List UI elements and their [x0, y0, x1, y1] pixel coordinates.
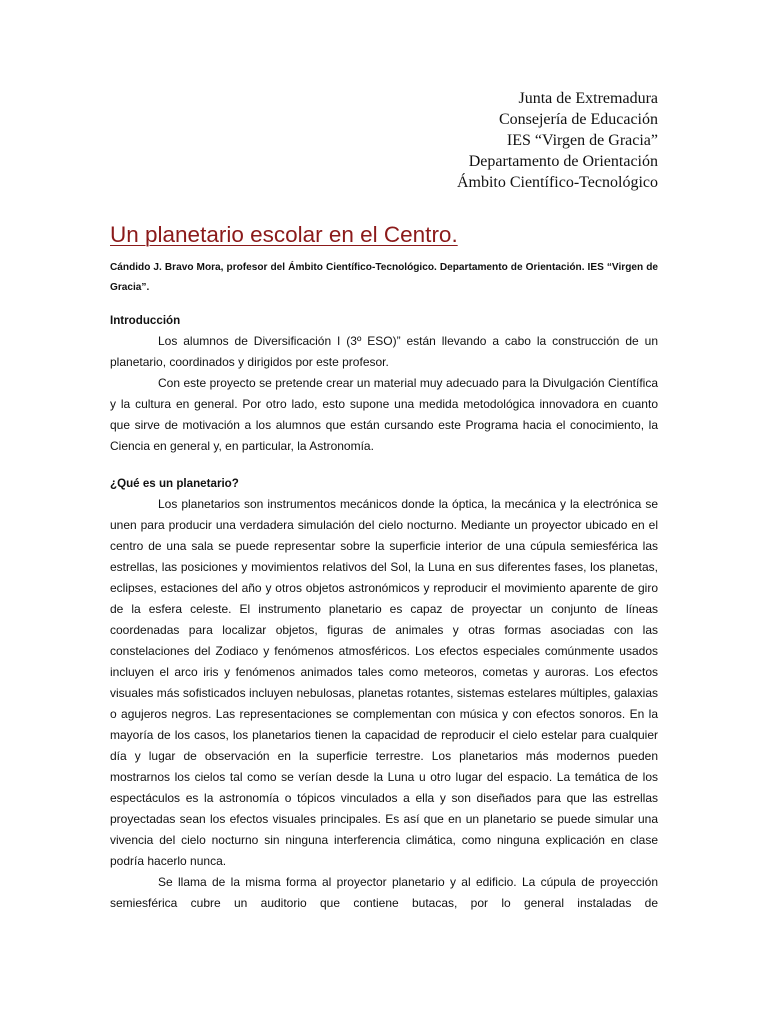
paragraph: Los planetarios son instrumentos mecánicos donde la óptica, la mecánica y la electrónica se unen para producir una verdadera simulación del cielo nocturno. Mediante un proyector ubicado en el centro de una sala se puede representar sobre la superficie interior de una cúpula semiesférica las estrellas, las posiciones y movimientos relativos del Sol, la Luna en sus diferentes fases, los planetas, eclipses, estaciones del año y otros objetos astronómicos y reproducir el movimiento aparente de giro de la esfera celeste. El instrumento planetario es capaz de proyectar un conjunto de líneas coordenadas para localizar objetos, figuras de animales y otras formas asociadas con las constelaciones del Zodiaco y fenómenos atmosféricos. Los efectos especiales comúnmente usados incluyen el arco iris y fenómenos animados tales como meteoros, cometas y auroras. Los efectos visuales más sofisticados incluyen nebulosas, planetas rotantes, sistemas estelares múltiples, galaxias o agujeros negros. Las representaciones se complementan con música y con efectos sonoros. En la mayoría de los casos, los planetarios tienen la capacidad de reproducir el cielo estelar para cualquier día y lugar de observación en la superficie terrestre. Los planetarios más modernos pueden mostrarnos los cielos tal como se verían desde la Luna u otro lugar del espacio. La temática de los espectáculos es la astronomía o tópicos vinculados a ella y son diseñados para que las estrellas proyectadas sean los efectos visuales principales. Es así que en un planetario se puede simular una vivencia del cielo nocturno sin ninguna interferencia climática, como ninguna explicación en clase podría hacerlo nunca. [110, 497, 658, 868]
section-spacer [110, 457, 658, 473]
section-heading-what-is-planetarium: ¿Qué es un planetario? [110, 477, 239, 490]
paragraph: Los alumnos de Diversificación I (3º ESO)” están llevando a cabo la construcción de un planetario, coordinados y dirigidos por este profesor. [110, 334, 658, 369]
document-title: Un planetario escolar en el Centro. [110, 222, 458, 247]
header-line-institution: Junta de Extremadura [518, 90, 658, 107]
section-heading-introduction: Introducción [110, 314, 181, 327]
header-line-area: Ámbito Científico-Tecnológico [456, 174, 658, 191]
header-line-department: Departamento de Orientación [468, 153, 658, 170]
header-line-school: IES “Virgen de Gracia” [506, 132, 658, 149]
paragraph: Con este proyecto se pretende crear un material muy adecuado para la Divulgación Científica y la cultura en general. Por otro lado, esto supone una medida metodológica innovadora en cuanto que sirve de motivación a los alumnos que están cursando este Programa hacia el conocimiento, la Ciencia en general y, en particular, la Astronomía. [110, 376, 658, 453]
institution-header [457, 88, 658, 193]
paragraph: Se llama de la misma forma al proyector planetario y al edificio. La cúpula de proyección semiesférica cubre un auditorio que contiene butacas, por lo general instaladas de [110, 875, 658, 910]
author-byline: Cándido J. Bravo Mora, profesor del Ámbito Científico-Tecnológico. Departamento de Orientación. IES “Virgen de Gracia”. [110, 262, 658, 293]
document-body [110, 310, 658, 914]
header-line-ministry: Consejería de Educación [498, 111, 658, 128]
